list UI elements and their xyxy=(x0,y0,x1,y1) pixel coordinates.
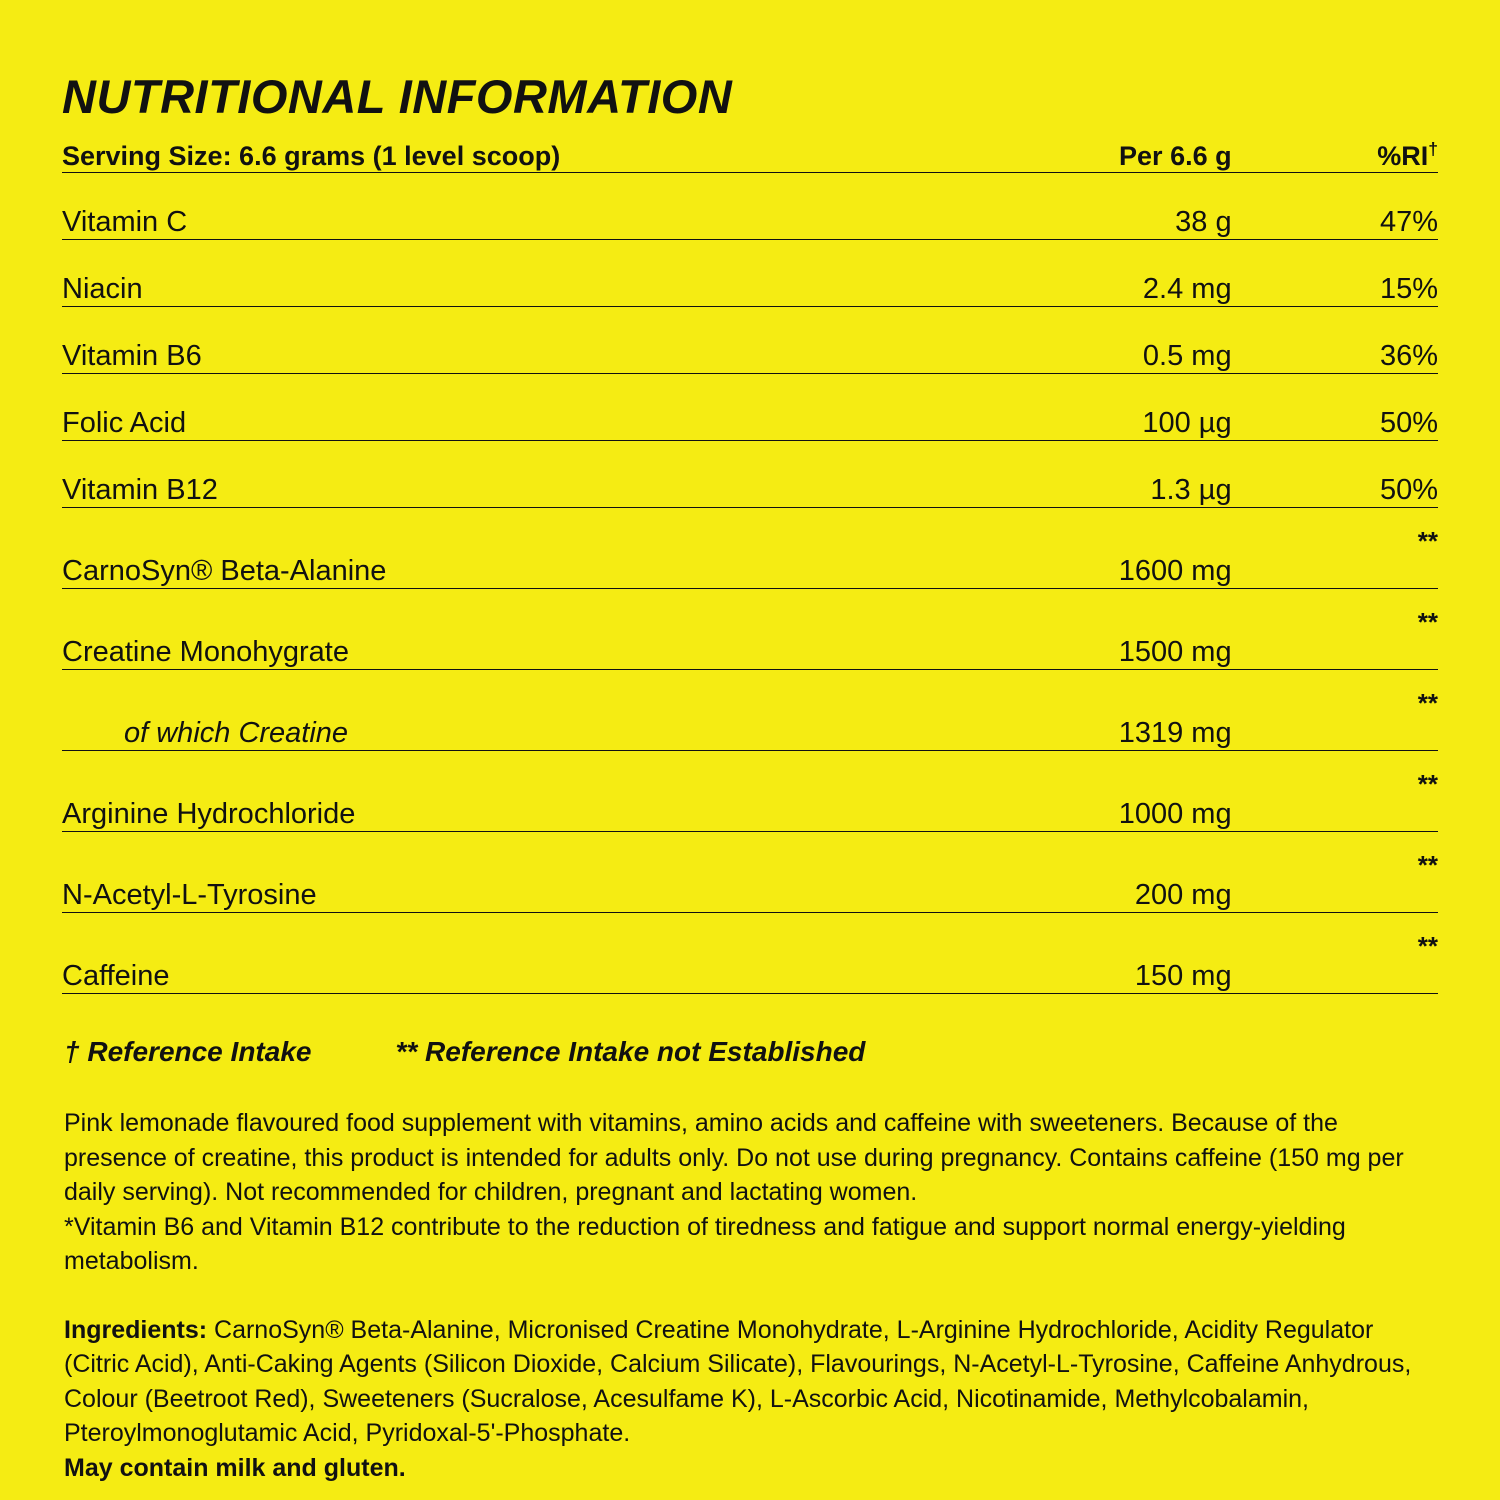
nutrient-name: Vitamin B12 xyxy=(62,441,833,508)
serving-size-label: Serving Size: 6.6 grams (1 level scoop) xyxy=(62,141,561,172)
ingredients-block xyxy=(62,1313,1438,1486)
nutrient-name: Creatine Monohygrate xyxy=(62,589,833,670)
table-row xyxy=(62,913,1438,994)
nutrient-ri: ** xyxy=(1232,832,1438,913)
nutrient-amount: 200 mg xyxy=(833,832,1232,913)
nutrient-ri: ** xyxy=(1232,589,1438,670)
description-block xyxy=(62,1106,1438,1279)
nutrient-name: Caffeine xyxy=(62,913,833,994)
nutrient-amount: 150 mg xyxy=(833,913,1232,994)
nutrient-amount: 0.5 mg xyxy=(833,307,1232,374)
nutrient-amount: 1500 mg xyxy=(833,589,1232,670)
nutrition-table xyxy=(62,139,1438,994)
nutrition-table-body xyxy=(62,139,1438,994)
nutrient-ri: 50% xyxy=(1232,374,1438,441)
nutrient-ri: 50% xyxy=(1232,441,1438,508)
nutrient-amount: 1319 mg xyxy=(833,670,1232,751)
footnotes xyxy=(62,1036,1438,1068)
nutrient-ri: ** xyxy=(1232,913,1438,994)
nutrient-name: N-Acetyl-L-Tyrosine xyxy=(62,832,833,913)
footnote-not-established: ** Reference Intake not Established xyxy=(395,1036,866,1068)
table-header-row xyxy=(62,139,1438,173)
nutrient-name: CarnoSyn® Beta-Alanine xyxy=(62,508,833,589)
nutrient-name: Arginine Hydrochloride xyxy=(62,751,833,832)
footnote-reference-intake: † Reference Intake xyxy=(64,1036,312,1068)
column-header-ri-text: %RI xyxy=(1377,141,1429,172)
table-row xyxy=(62,441,1438,508)
nutrient-amount: 38 g xyxy=(833,173,1232,240)
description-paragraph-2: *Vitamin B6 and Vitamin B12 contribute to the reduction of tiredness and fatigue and support normal energy-yielding metabolism. xyxy=(64,1212,1346,1276)
nutrient-ri: 47% xyxy=(1232,173,1438,240)
description-paragraph-1: Pink lemonade flavoured food supplement with vitamins, amino acids and caffeine with sweeteners. Because of the presence of creatine, this product is intended for adults only. Do not use during pregnancy. Contains caffeine (150 mg per daily serving). Not recommended for children, pregnant and lactating women. xyxy=(64,1109,1404,1207)
column-header-per-serving: Per 6.6 g xyxy=(1119,141,1232,172)
nutrient-name: Niacin xyxy=(62,240,833,307)
nutrient-name: Vitamin C xyxy=(62,173,833,240)
nutrient-ri: ** xyxy=(1232,508,1438,589)
ingredients-label: Ingredients: xyxy=(64,1315,208,1344)
nutrient-amount: 1600 mg xyxy=(833,508,1232,589)
allergen-warning: May contain milk and gluten. xyxy=(64,1453,406,1482)
nutrient-ri: 36% xyxy=(1232,307,1438,374)
nutrient-name: Vitamin B6 xyxy=(62,307,833,374)
table-row xyxy=(62,374,1438,441)
nutrient-ri: ** xyxy=(1232,751,1438,832)
column-header-ri xyxy=(1232,139,1438,173)
nutrient-amount: 100 µg xyxy=(833,374,1232,441)
table-row xyxy=(62,751,1438,832)
table-row xyxy=(62,670,1438,751)
nutrient-amount: 1000 mg xyxy=(833,751,1232,832)
table-row xyxy=(62,832,1438,913)
nutrient-amount: 2.4 mg xyxy=(833,240,1232,307)
nutrient-name: Folic Acid xyxy=(62,374,833,441)
table-row xyxy=(62,240,1438,307)
page-title: NUTRITIONAL INFORMATION xyxy=(62,70,733,123)
nutrient-name: of which Creatine xyxy=(62,670,833,751)
table-row xyxy=(62,589,1438,670)
table-row xyxy=(62,307,1438,374)
nutrient-amount: 1.3 µg xyxy=(833,441,1232,508)
table-row xyxy=(62,173,1438,240)
column-header-ri-dagger: † xyxy=(1428,139,1438,160)
nutrient-ri: ** xyxy=(1232,670,1438,751)
ingredients-text: CarnoSyn® Beta-Alanine, Micronised Creatine Monohydrate, L-Arginine Hydrochloride, Acidity Regulator (Citric Acid), Anti-Caking Agents (Silicon Dioxide, Calcium Silicate), Flavourings, N-Acetyl-L-Tyrosine, Caffeine Anhydrous, Colour (Beetroot Red), Sweeteners (Sucralose, Acesulfame K), L-Ascorbic Acid, Nicotinamide, Methylcobalamin, Pteroylmonoglutamic Acid, Pyridoxal-5'-Phosphate. xyxy=(64,1315,1412,1448)
table-row xyxy=(62,508,1438,589)
nutrient-ri: 15% xyxy=(1232,240,1438,307)
